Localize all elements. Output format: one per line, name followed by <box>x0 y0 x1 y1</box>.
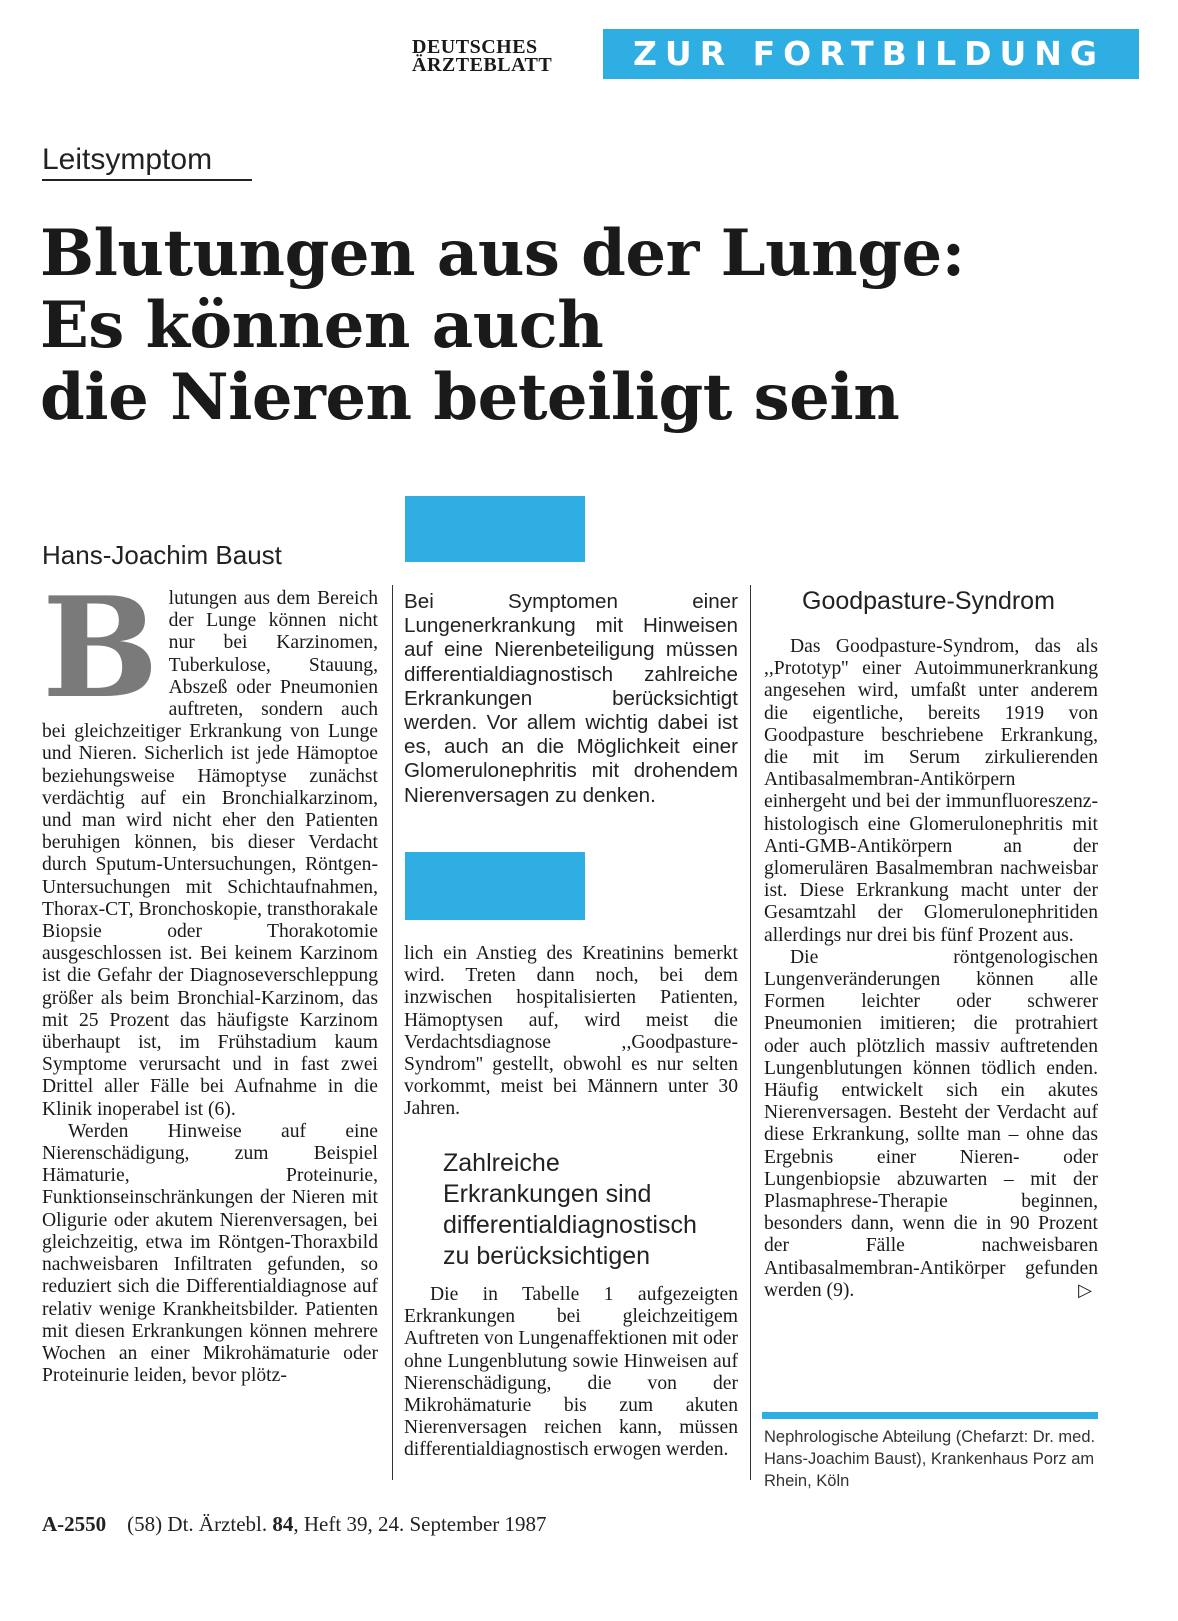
title-line-2: Es können auch <box>40 288 604 363</box>
title-line-1: Blutungen aus der Lunge: <box>40 216 965 291</box>
affiliation-rule <box>762 1412 1098 1419</box>
footer-volume: 84 <box>272 1512 294 1536</box>
footer-page-code: A-2550 <box>42 1512 107 1536</box>
author-affiliation: Nephrologische Abteilung (Chefarzt: Dr. med. Hans-Joachim Baust), Krankenhaus Porz am Rhein, Köln <box>764 1428 1096 1490</box>
footer-issue: , Heft 39, 24. September 1987 <box>293 1512 547 1536</box>
section-banner: ZUR FORTBILDUNG <box>603 29 1139 79</box>
author-name: Hans-Joachim Baust <box>42 540 282 570</box>
masthead-line-1: DEUTSCHES <box>412 36 538 58</box>
blue-highlight-box-top <box>405 496 585 562</box>
col2-paragraph-1: lich ein Anstieg des Kreatinins bemerkt wird. Treten dann noch, bei dem inzwischen hospitalisierten Patienten, Hämoptysen auf, wird meist die Verdachtsdiagnose ,,Goodpasture-Syndrom'' gestellt, obwohl es nur selten vorkommt, meist bei Männern unter 30 Jahren. <box>404 943 738 1120</box>
blue-highlight-box-middle <box>405 852 585 920</box>
col3-paragraph-1: Das Goodpasture-Syndrom, das als ,,Prototyp'' einer Autoimmunerkrankung angesehen wird, umfaßt unter anderem die eigentliche, bereits 1919 von Goodpasture beschriebene Erkrankung, die mit im Serum zirkulierenden Antibasalmembran-Antikörpern einhergeht und bei der immunfluoreszenz-histologisch eine Glomerulonephritis mit Anti-GMB-Antikörpern an der glomerulären Basalmembran nachweisbar ist. Diese Erkrankung macht unter der Gesamtzahl der Glomerulonephritiden allerdings nur drei bis fünf Prozent aus. <box>764 636 1098 946</box>
rubric-label: Leitsymptom <box>42 143 252 181</box>
column-divider-1 <box>392 585 393 1480</box>
col3-paragraph-2 <box>764 947 1098 1302</box>
column-divider-2 <box>750 585 751 1480</box>
column-3 <box>764 636 1098 1302</box>
col2-subheading-line-2: Erkrankungen sind <box>443 1180 652 1208</box>
col2-subheading-line-4: zu berücksichtigen <box>443 1242 651 1270</box>
page-footer <box>42 1512 547 1537</box>
col2-subheading <box>443 1148 743 1272</box>
footer-journal: (58) Dt. Ärztebl. <box>127 1512 268 1536</box>
title-line-3: die Nieren beteiligt sein <box>40 360 900 435</box>
column-1 <box>42 566 378 1387</box>
column-2-intro: Bei Symptomen einer Lungenerkrankung mit Hinweisen auf eine Nierenbeteiligung müssen differentialdiagnostisch zahlreiche Erkrankungen berücksichtigt werden. Vor allem wichtig dabei ist es, auch an die Möglichkeit einer Glomerulonephritis mit drohendem Nierenversagen zu denken. <box>404 590 738 807</box>
column-2-body-2 <box>404 1284 738 1462</box>
col1-paragraph-2: Werden Hinweise auf eine Nierenschädigung, zum Beispiel Hämaturie, Proteinurie, Funktionseinschränkungen der Nieren mit Oligurie oder akutem Nierenversagen, bei gleichzeitig, etwa im Röntgen-Thoraxbild nachweisbaren Infiltraten gefunden, so reduziert sich die Differentialdiagnose auf relativ wenige Krankheitsbilder. Patienten mit diesen Erkrankungen können mehrere Wochen an einer Mikrohämaturie oder Proteinurie leiden, bevor plötz- <box>42 1120 378 1387</box>
col2-subheading-line-3: differentialdiagnostisch <box>443 1211 697 1239</box>
col2-paragraph-2: Die in Tabelle 1 aufgezeigten Erkrankungen bei gleichzeitigem Auftreten von Lungenaffektionen mit oder ohne Lungenblutung sowie Hinweisen auf Nierenschädigung, die von der Mikrohämaturie bis zum akuten Nierenversagen reichen kann, müssen differentialdiagnostisch erwogen werden. <box>404 1284 738 1461</box>
col1-paragraph-1 <box>42 566 378 1121</box>
col3-p2-text: Die röntgenologischen Lungenveränderungen können alle Formen leichter oder schwerer Pneumonien imitieren; die protrahiert oder auch plötzlich massiv auftretenden Lungenblutungen können tödlich enden. Häufig entwickelt sich ein akutes Nierenversagen. Besteht der Verdacht auf diese Erkrankung, sollte man – ohne das Ergebnis einer Nieren- oder Lungenbiopsie abzuwarten – mit der Plasmaphrese-Therapie beginnen, besonders dann, wenn die in 90 Prozent der Fälle nachweisbaren Antibasalmembran-Antikörper gefunden werden (9). <box>764 946 1098 1301</box>
masthead-logo <box>412 38 582 74</box>
drop-cap: B <box>42 566 159 729</box>
continue-arrow-icon: ▷ <box>1078 1279 1092 1301</box>
col1-p1-text: lutungen aus dem Bereich der Lunge können nicht nur bei Karzinomen, Tuberkulose, Stauung, Abszeß oder Pneumonien auftreten, sondern auch bei gleichzeitiger Erkrankung von Lunge und Nieren. Sicherlich ist jede Hämoptoe beziehungsweise Hämoptyse zunächst verdächtig auf ein Bronchialkarzinom, und man wird nicht eher den Patienten beruhigen können, bis dieser Verdacht durch Sputum-Untersuchungen, Röntgen-Untersuchungen mit Schichtaufnahmen, Thorax-CT, Bronchoskopie, transthorakale Biopsie oder Thorakotomie ausgeschlossen ist. Bei keinem Karzinom ist die Gefahr der Diagnoseverschleppung größer als beim Bronchial-Karzinom, das mit 25 Prozent das häufigste Karzinom überhaupt ist, im Frühstadium kaum Symptome verursacht und in fast zwei Drittel aller Fälle bei Aufnahme in die Klinik inoperabel ist (6). <box>42 588 378 1120</box>
col3-subheading: Goodpasture-Syndrom <box>802 587 1055 615</box>
article-title <box>40 218 1160 434</box>
column-2-body <box>404 943 738 1121</box>
col2-subheading-line-1: Zahlreiche <box>443 1149 560 1177</box>
masthead-line-2: ÄRZTEBLATT <box>412 54 553 76</box>
